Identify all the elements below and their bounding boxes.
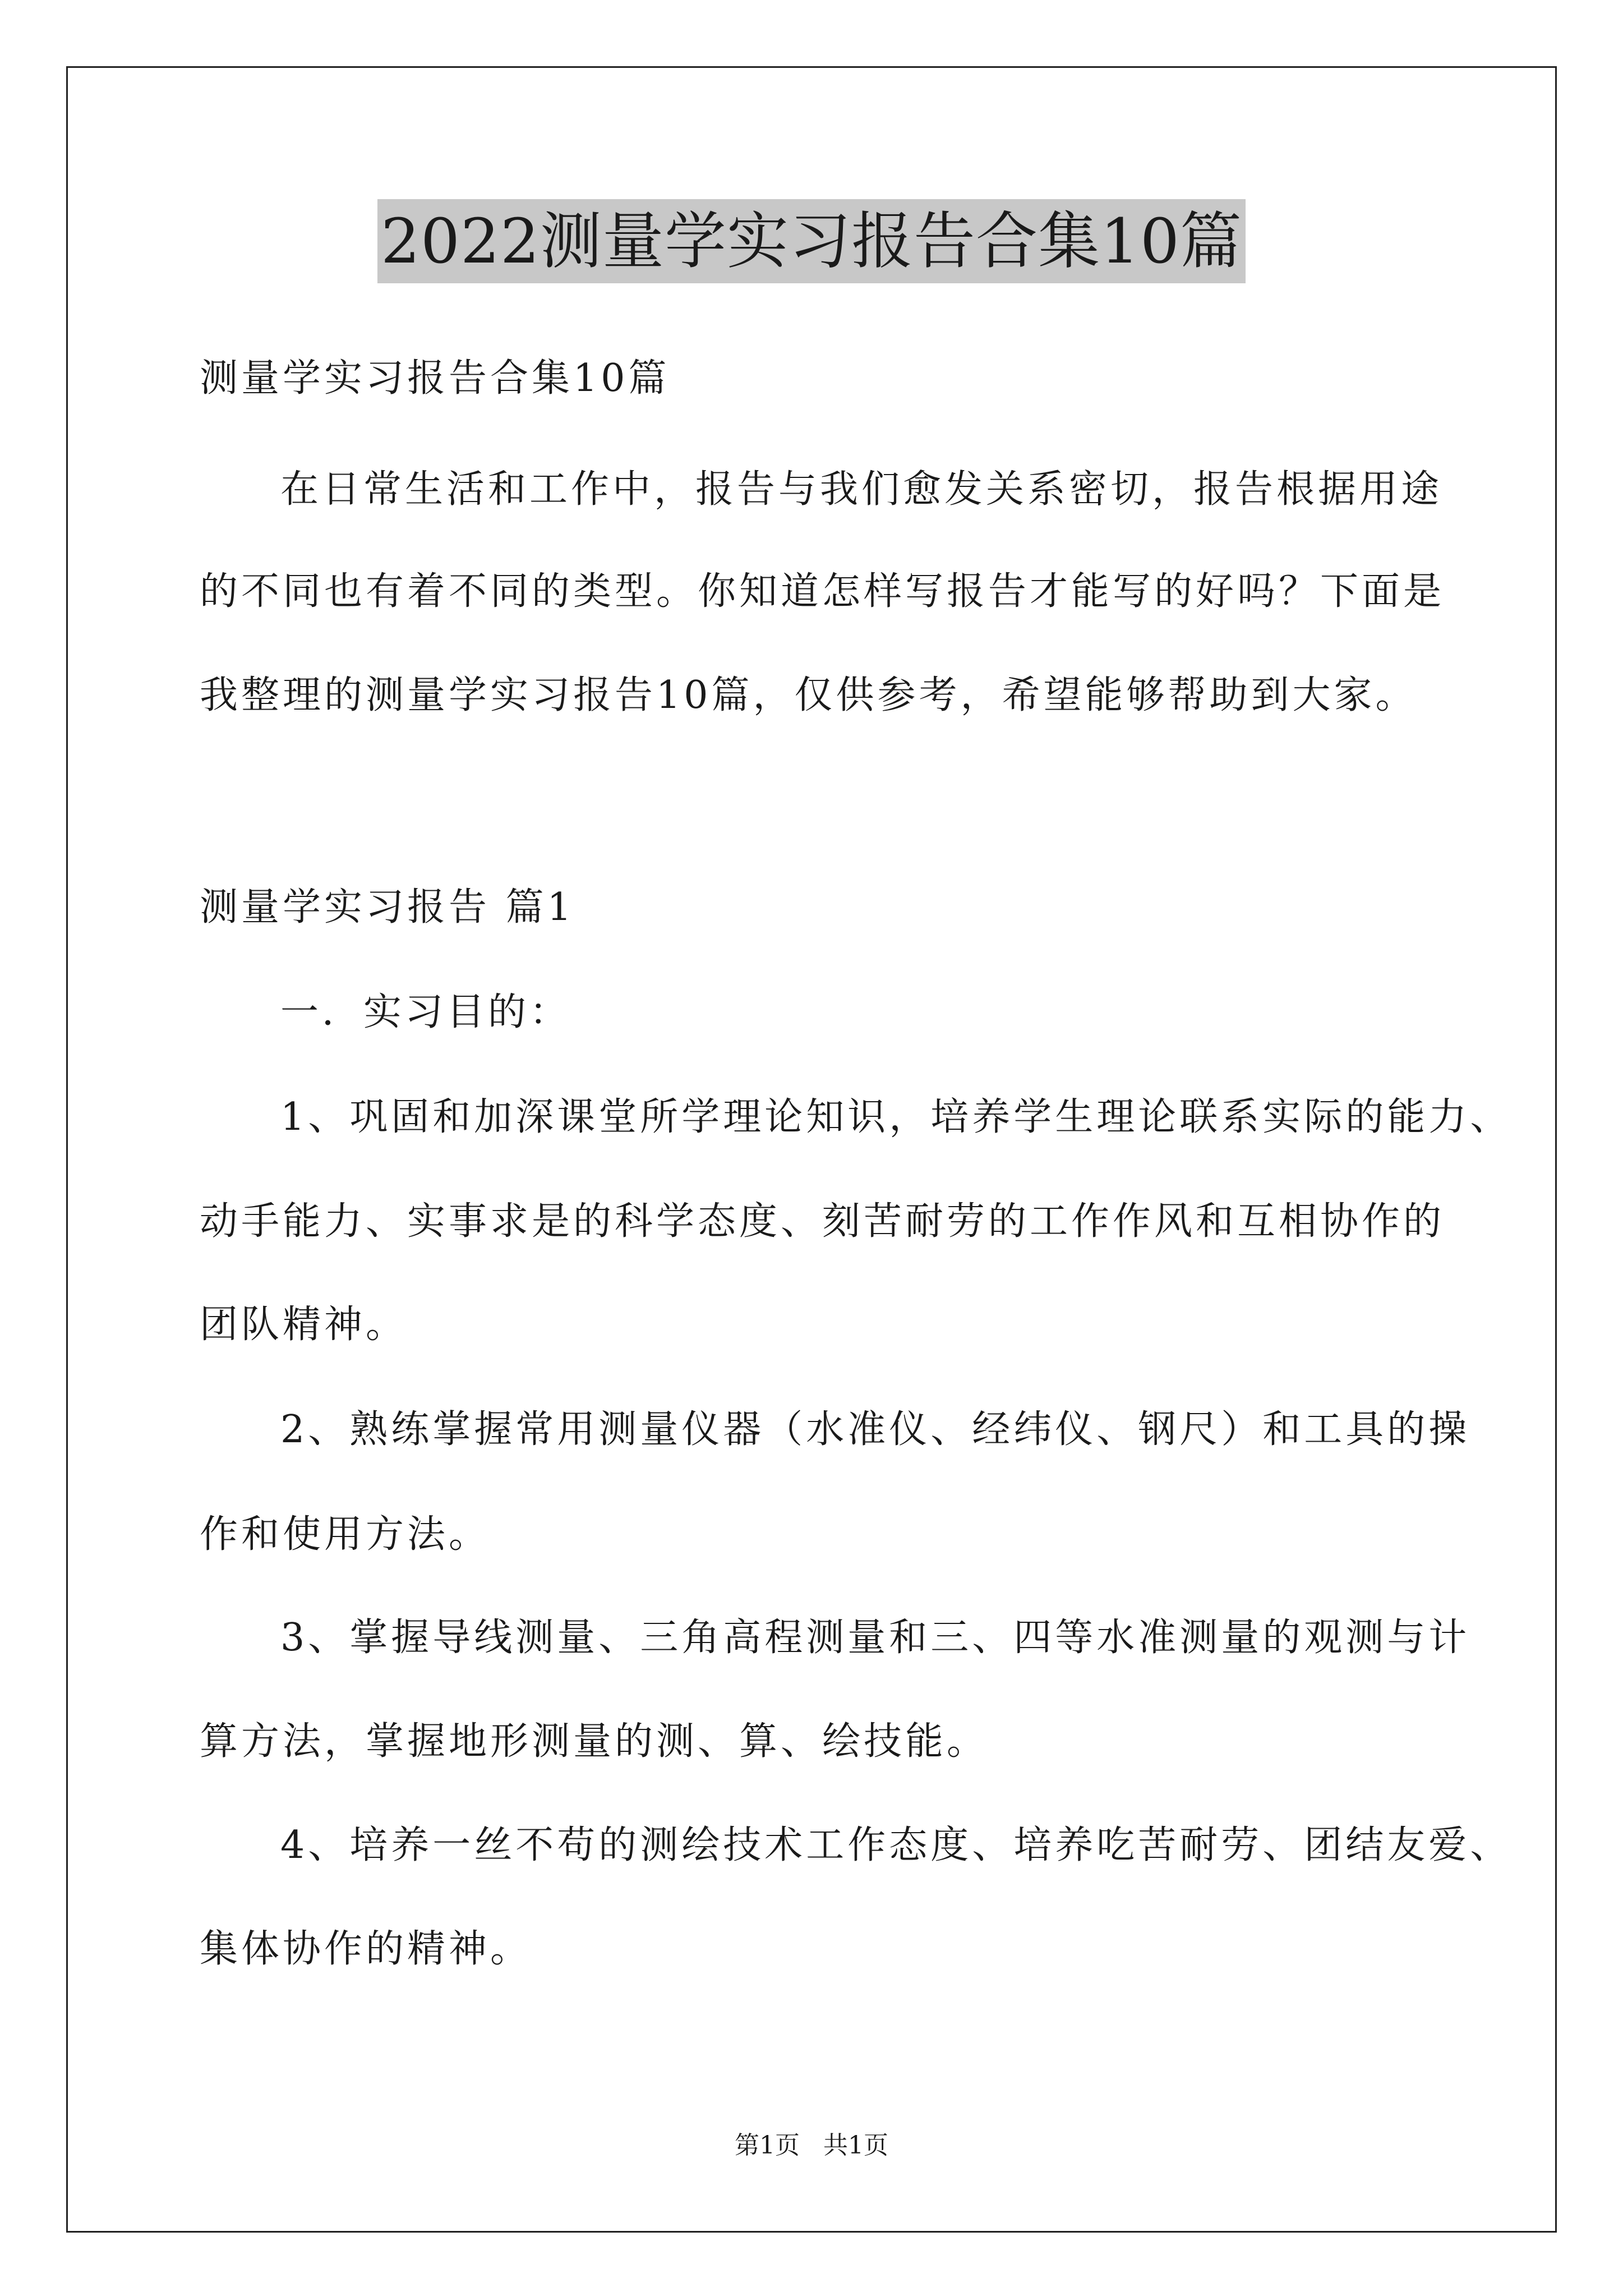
body-line-2: 动手能力、实事求是的科学态度、刻苦耐劳的工作作风和互相协作的: [200, 1199, 1445, 1244]
body-line-8: 4、培养一丝不苟的测绘技术工作态度、培养吃苦耐劳、团结友爱、: [280, 1823, 1512, 1867]
body-line-9: 集体协作的精神。: [200, 1927, 532, 1971]
body-line-1: 1、巩固和加深课堂所学理论知识，培养学生理论联系实际的能力、: [280, 1095, 1512, 1139]
intro-line-2: 的不同也有着不同的类型。你知道怎样写报告才能写的好吗？下面是: [200, 569, 1445, 614]
document-title: 2022测量学实习报告合集10篇: [377, 199, 1246, 283]
title-container: [0, 199, 1623, 283]
document-subtitle: 测量学实习报告合集10篇: [200, 356, 670, 401]
body-line-6: 3、掌握导线测量、三角高程测量和三、四等水准测量的观测与计: [280, 1616, 1470, 1660]
intro-line-3: 我整理的测量学实习报告10篇，仅供参考，希望能够帮助到大家。: [200, 673, 1417, 717]
body-line-7: 算方法，掌握地形测量的测、算、绘技能。: [200, 1719, 989, 1764]
sub-heading: 一．实习目的：: [280, 990, 571, 1034]
page-footer: 第1页 共1页: [735, 2131, 888, 2160]
section-heading: 测量学实习报告 篇1: [200, 885, 575, 930]
body-line-5: 作和使用方法。: [200, 1512, 491, 1557]
body-line-4: 2、熟练掌握常用测量仪器（水准仪、经纬仪、钢尺）和工具的操: [280, 1407, 1470, 1452]
intro-line-1: 在日常生活和工作中，报告与我们愈发关系密切，报告根据用途: [280, 467, 1443, 512]
body-line-3: 团队精神。: [200, 1303, 408, 1347]
